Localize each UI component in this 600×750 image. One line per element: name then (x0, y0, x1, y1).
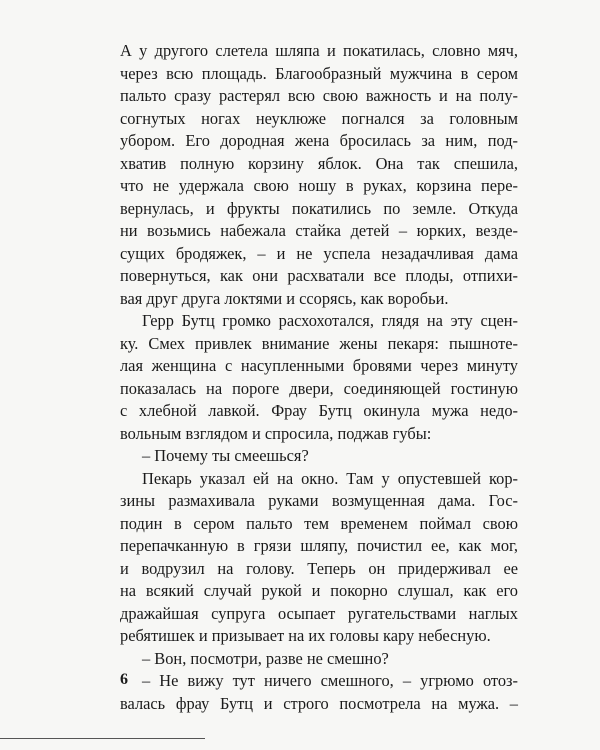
text-line: ни возьмись набежала стайка детей – юрких, везде- (120, 221, 518, 240)
text-line: – Почему ты смеешься? (142, 446, 309, 465)
text-line: ку. Смех привлек внимание жены пекаря: пышноте- (120, 333, 518, 353)
text-line: зины размахивала руками возмущенная дама. Гос- (120, 491, 518, 510)
text-line: ребятишек и призывает на их головы кару небесную. (120, 626, 491, 645)
text-line: показалась на пороге двери, соединяющей гостиную (120, 378, 518, 398)
text-line: лая женщина с насупленными бровями через минуту (120, 356, 518, 375)
text-line: убором. Его дородная жена бросилась за ним, под- (120, 131, 518, 150)
text-line: на всякий случай рукой и покорно слушал, как его (120, 581, 518, 600)
text-line: Герр Бутц громко расхохотался, глядя на эту сцен- (142, 311, 518, 330)
body-text (120, 40, 518, 715)
text-line: что не удержала свою ношу в руках, корзина пере- (120, 176, 518, 195)
text-line: вернулась, и фрукты покатились по земле. Откуда (120, 198, 518, 218)
text-line: – Вон, посмотри, разве не смешно? (142, 648, 389, 668)
scan-edge-line (0, 738, 205, 739)
text-line: дражайшая супруга осыпает ругательствами наглых (120, 603, 518, 623)
text-line: валась фрау Бутц и строго посмотрела на мужа. – (120, 693, 518, 713)
text-line: пальто сразу растерял всю свою важность и на полу- (120, 86, 518, 105)
text-line: сущих бродяжек, – и не успела незадачливая дама (120, 243, 518, 263)
text-line: перепачканную в грязи шляпу, почистил ее, как мог, (120, 536, 518, 555)
text-line: через всю площадь. Благообразный мужчина в сером (120, 63, 518, 83)
text-line: – Не вижу тут ничего смешного, – угрюмо отоз- (142, 671, 518, 690)
text-line: с хлебной лавкой. Фрау Бутц окинула мужа недо- (120, 401, 518, 420)
text-line: и водрузил на голову. Теперь он придерживал ее (120, 558, 518, 578)
text-line: вая друг друга локтями и ссорясь, как воробьи. (120, 288, 449, 308)
text-line: подин в сером пальто тем временем поймал свою (120, 513, 518, 533)
text-line: Пекарь указал ей на окно. Там у опустевшей кор- (142, 468, 518, 488)
text-line: согнутых ногах неуклюже погнался за головным (120, 108, 518, 128)
text-line: повернуться, как они расхватали все плоды, отпихи- (120, 266, 518, 285)
page-number: 6 (120, 671, 128, 688)
text-line: А у другого слетела шляпа и покатилась, словно мяч, (120, 41, 518, 60)
text-line: хватив полную корзину яблок. Она так спешила, (120, 153, 518, 173)
text-line: вольным взглядом и спросила, поджав губы: (120, 423, 432, 443)
